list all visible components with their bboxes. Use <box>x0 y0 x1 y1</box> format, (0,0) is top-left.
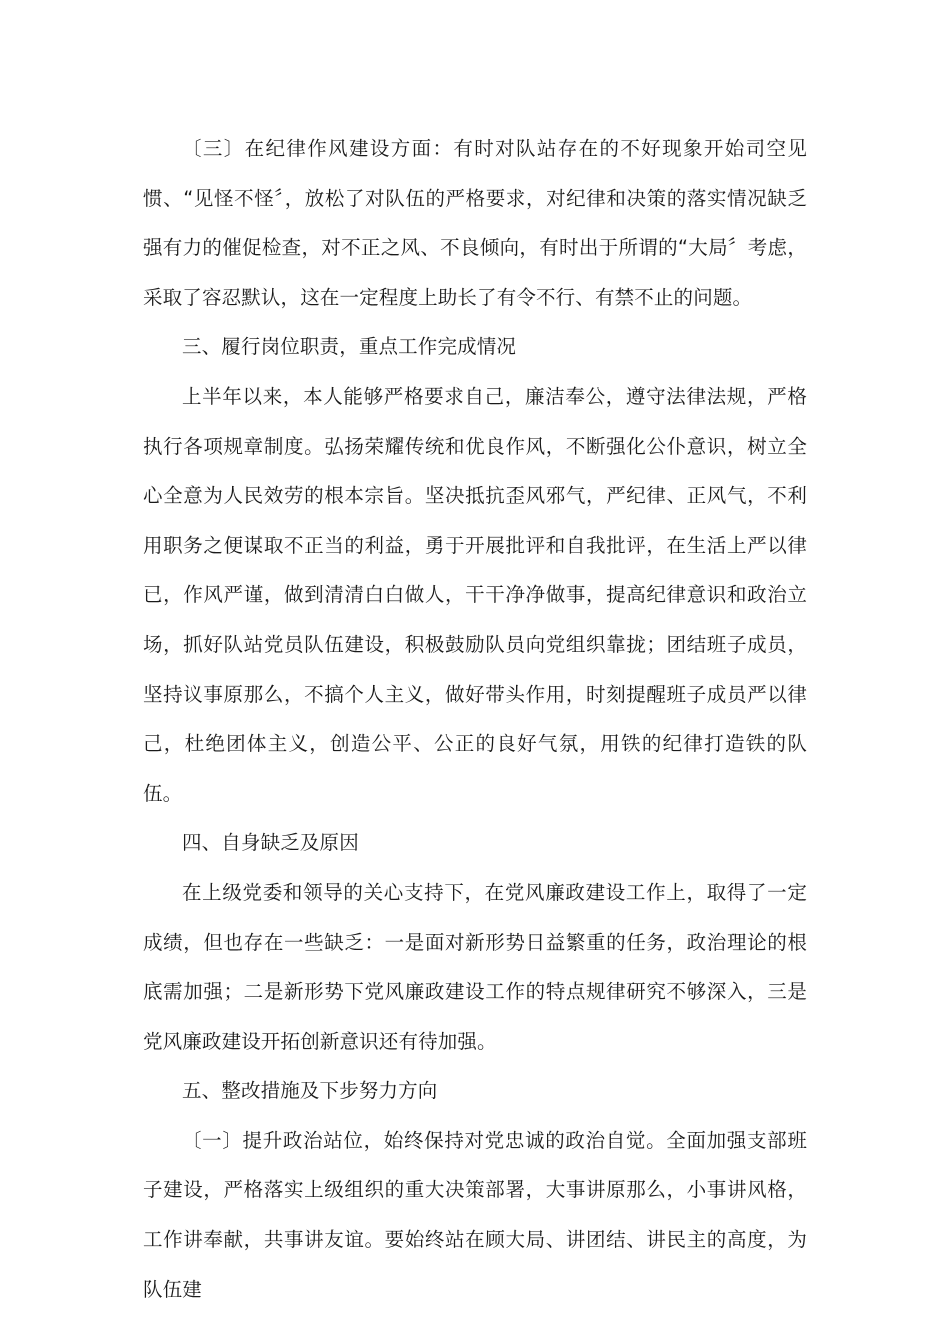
section-heading-shortcomings: 四、自身缺乏及原因 <box>182 831 359 855</box>
section-heading-rectification: 五、整改措施及下步努力方向 <box>182 1079 438 1103</box>
section-heading-duties: 三、履行岗位职责，重点工作完成情况 <box>182 335 517 359</box>
paragraph-discipline-style: 〔三〕在纪律作风建设方面：有时对队站存在的不好现象开始司空见惯、“见怪不怪〞，放松了对队伍的严格要求，对纪律和决策的落实情况缺乏强有力的催促检查，对不正之风、不良倾向，有时出于所谓的“大局〞考虑，采取了容忍默认，这在一定程度上助长了有令不行、有禁不止的问题。 <box>143 137 807 309</box>
paragraph-rectification-one: 〔一〕提升政治站位，始终保持对党忠诚的政治自觉。全面加强支部班子建设，严格落实上级组织的重大决策部署，大事讲原那么，小事讲风格，工作讲奉献，共事讲友谊。要始终站在顾大局、讲团结、讲民主的高度，为队伍建 <box>143 1128 807 1301</box>
document-body <box>143 124 807 1314</box>
paragraph-duties: 上半年以来，本人能够严格要求自己，廉洁奉公，遵守法律法规，严格执行各项规章制度。弘扬荣耀传统和优良作风，不断强化公仆意识，树立全心全意为人民效劳的根本宗旨。坚决抵抗歪风邪气，严纪律、正风气，不利用职务之便谋取不正当的利益，勇于开展批评和自我批评，在生活上严以律已，作风严谨，做到清清白白做人，干干净净做事，提高纪律意识和政治立场，抓好队站党员队伍建设，积极鼓励队员向党组织靠拢；团结班子成员，坚持议事原那么，不搞个人主义，做好带头作用，时刻提醒班子成员严以律己，杜绝团体主义，创造公平、公正的良好气氛，用铁的纪律打造铁的队伍。 <box>143 384 807 805</box>
paragraph-shortcomings: 在上级党委和领导的关心支持下，在党风廉政建设工作上，取得了一定成绩，但也存在一些缺乏：一是面对新形势日益繁重的任务，政治理论的根底需加强；二是新形势下党风廉政建设工作的特点规律研究不够深入，三是党风廉政建设开拓创新意识还有待加强。 <box>143 880 807 1053</box>
